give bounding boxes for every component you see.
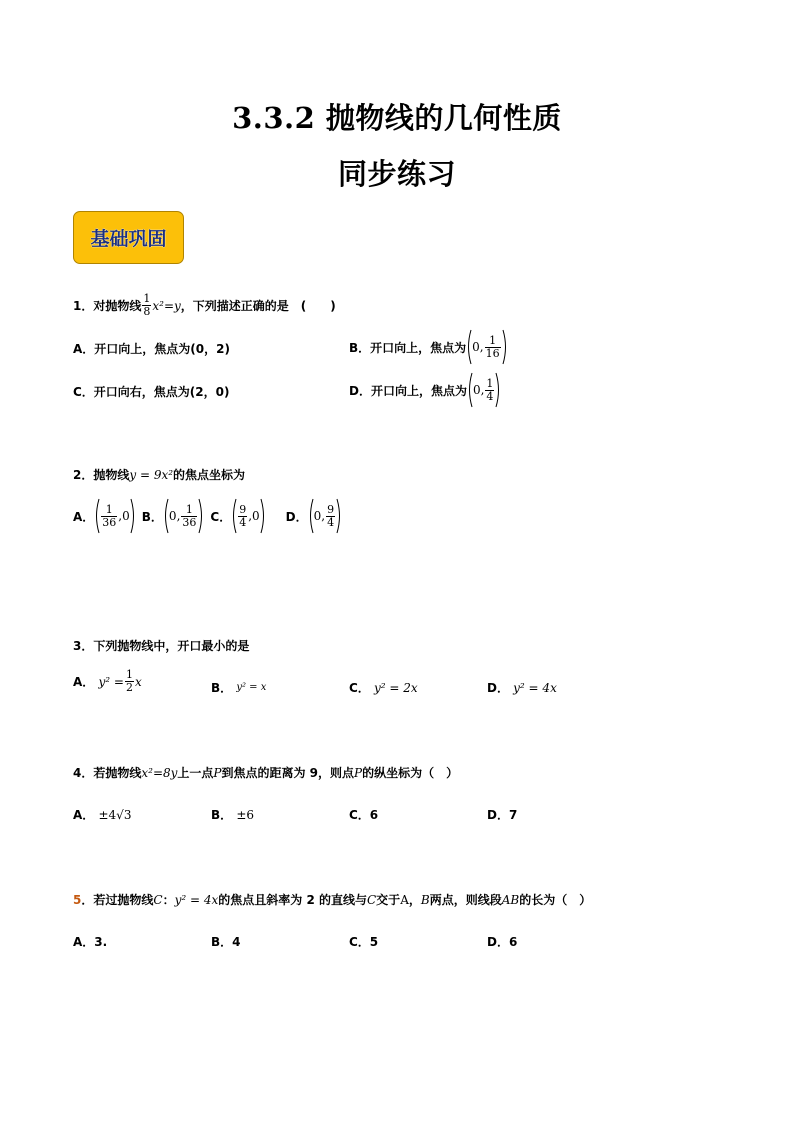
- q4-option-c: C．6: [349, 808, 379, 822]
- question-4-stem: 4．若抛物线 x²=8y 上一点 P 到焦点的距离为 9，则点 P 的纵坐标为（ ）: [73, 765, 459, 780]
- question-5-stem: 5 ．若过抛物线 C ： y² = 4x 的焦点且斜率为 2 的直线与 C 交于 A ， B 两点，则线段 AB 的长为（ ）: [73, 892, 592, 907]
- q4-option-b: B． ±6: [211, 807, 255, 822]
- q1-expression: x²=y: [152, 298, 181, 313]
- q4-option-d: D．7: [487, 808, 518, 822]
- q1-option-c: C．开口向右，焦点为(2，0): [73, 385, 230, 399]
- q1-stem-suffix: ，下列描述正确的是 ( ): [180, 299, 336, 313]
- q1-option-b: B．开口向上，焦点为 0, $\frac{1}{16}$: [349, 329, 508, 365]
- q3-option-c: C． y² = 2x: [349, 680, 418, 695]
- q5-option-c: C．5: [349, 935, 379, 949]
- q2-option-b: 0 , $\frac{1}{36}$: [163, 498, 204, 534]
- q3-option-b: B． y² = x: [211, 681, 267, 695]
- q2-option-b-label: B．: [141, 509, 163, 524]
- q3-option-d: D． y² = 4x: [487, 680, 557, 695]
- page-subtitle: 同步练习: [337, 157, 456, 191]
- q2-expression: y = 9x²: [129, 467, 174, 482]
- q5-option-d: D．6: [487, 935, 518, 949]
- q2-option-c: $\frac{9}{4}$ , 0: [231, 498, 265, 534]
- section-badge: [73, 211, 184, 264]
- q2-option-a-label: A．: [73, 509, 95, 524]
- q2-options: [73, 498, 342, 534]
- q4-option-a: A． ±4√3: [73, 807, 132, 822]
- q3-option-a: A． y² = $\frac{1}{2}$ x: [73, 668, 142, 694]
- question-1-stem: [73, 293, 336, 318]
- q2-option-d-label: D．: [285, 509, 308, 524]
- q5-number: 5: [73, 892, 82, 907]
- question-3-stem: 3．下列抛物线中，开口最小的是: [73, 639, 250, 653]
- q1-d-coordinate: 0, $\frac{1}{4}$: [467, 372, 501, 408]
- q5-option-a: A．3.: [73, 935, 108, 949]
- q1-stem-prefix: 1．对抛物线: [73, 299, 142, 313]
- section-badge-label: 基础巩固: [90, 228, 167, 250]
- q1-option-a: A．开口向上，焦点为(0，2): [73, 342, 230, 356]
- question-2-stem: 2．抛物线 y = 9x² 的焦点坐标为: [73, 467, 246, 482]
- q2-option-d: 0 , $\frac{9}{4}$: [308, 498, 342, 534]
- q5-option-b: B．4: [211, 935, 241, 949]
- page-title: 3.3.2 抛物线的几何性质: [232, 101, 562, 135]
- q2-option-a: $\frac{1}{36}$ , 0: [94, 498, 135, 534]
- q1-b-coordinate: 0, $\frac{1}{16}$: [466, 329, 507, 365]
- q1-option-d: D．开口向上，焦点为 0, $\frac{1}{4}$: [349, 372, 501, 408]
- q1-fraction: $\frac{1}{8}$: [143, 292, 151, 318]
- q2-option-c-label: C．: [210, 509, 232, 524]
